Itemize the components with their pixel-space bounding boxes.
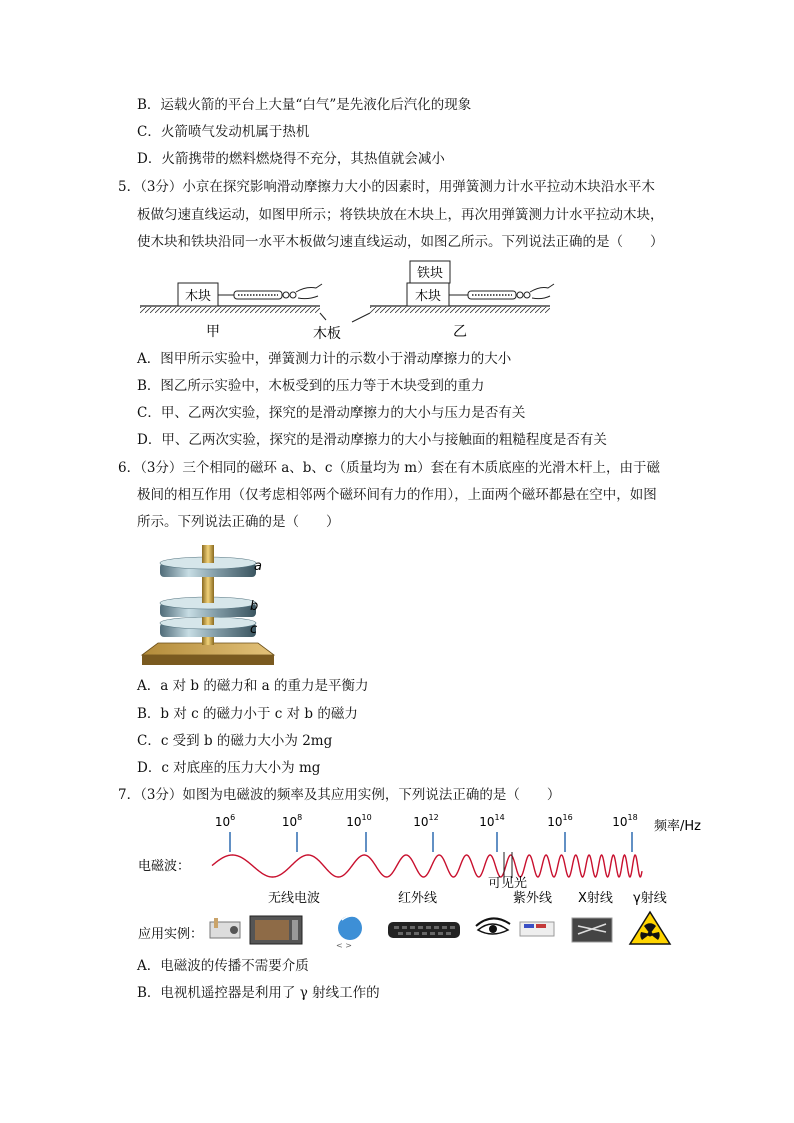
wooden-base	[142, 643, 274, 665]
q6-stem-line-3: 所示。下列说法正确的是（ ）	[137, 514, 340, 530]
q6-option-a: A．a 对 b 的磁力和 a 的重力是平衡力	[137, 678, 369, 694]
tick-1e16: $10^{16}$	[547, 813, 573, 829]
q6-option-b: B．b 对 c 的磁力小于 c 对 b 的磁力	[137, 706, 358, 722]
wood-block-label-yi: 木块	[414, 289, 442, 304]
figure-label-yi: 乙	[453, 324, 467, 340]
tick-1e6: $10^6$	[214, 813, 236, 829]
remote-control-icon	[388, 922, 460, 938]
spring-scale-yi	[449, 284, 554, 299]
tick-1e14: $10^{14}$	[479, 813, 505, 829]
q6-stem-line-2: 极间的相互作用（仅考虑相邻两个磁环间有力的作用），上面两个磁环都悬在空中，如图	[137, 487, 657, 503]
electromagnetic-spectrum-figure	[130, 808, 720, 950]
wood-block-label: 木块	[184, 289, 212, 304]
radio-icon	[210, 918, 240, 938]
ring-label-a: a	[254, 559, 262, 574]
iron-block-yi	[410, 261, 450, 283]
q4-option-d: D．火箭携带的燃料燃烧得不充分，其热值就会减小	[137, 151, 445, 167]
q7-option-b: B．电视机遥控器是利用了 γ 射线工作的	[137, 985, 380, 1001]
ring-label-b: b	[250, 599, 259, 614]
figure-label-board: 木板	[313, 326, 341, 342]
board-surface-right	[370, 306, 550, 313]
q5-stem-line-3: 使木块和铁块沿同一水平木板做匀速直线运动，如图乙所示。下列说法正确的是（ ）	[137, 234, 664, 250]
uv-sterilizer-icon	[520, 922, 554, 936]
tick-1e8: $10^8$	[281, 813, 303, 829]
hand-icon	[296, 284, 322, 299]
board-surface-left	[140, 306, 320, 313]
magnetic-rings-figure	[140, 543, 280, 668]
frequency-ticks	[215, 813, 638, 852]
q5-option-a: A．图甲所示实验中，弹簧测力计的示数小于滑动摩擦力的大小	[137, 351, 512, 367]
em-wave-curve	[212, 855, 642, 877]
satellite-signal-icon	[336, 916, 362, 950]
q6-option-c: C．c 受到 b 的磁力大小为 2mg	[137, 733, 333, 749]
band-ultraviolet-label: 紫外线	[513, 891, 553, 906]
frequency-unit-label: 频率/Hz	[654, 819, 701, 834]
ring-b	[160, 593, 259, 617]
q7-stem: 7．（3分）如图为电磁波的频率及其应用实例，下列说法正确的是（ ）	[118, 787, 561, 803]
q7-option-a: A．电磁波的传播不需要介质	[137, 958, 309, 974]
q5-option-c: C．甲、乙两次实验，探究的是滑动摩擦力的大小与压力是否有关	[137, 405, 526, 421]
band-gamma-label: γ射线	[633, 891, 667, 906]
q6-option-d: D．c 对底座的压力大小为 mg	[137, 760, 321, 776]
xray-film-icon	[572, 918, 612, 942]
ring-c	[160, 617, 256, 637]
q5-option-b: B．图乙所示实验中，木板受到的压力等于木块受到的重力	[137, 378, 485, 394]
tick-1e12: $10^{12}$	[413, 813, 439, 829]
svg-text:< >: < >	[336, 941, 352, 950]
band-radio-label: 无线电波	[268, 891, 321, 906]
iron-block-label: 铁块	[416, 266, 444, 281]
radiation-warning-icon	[630, 912, 670, 944]
ring-label-c: c	[250, 622, 258, 637]
wave-label: 电磁波：	[138, 859, 191, 874]
q5-option-d: D．甲、乙两次实验，探究的是滑动摩擦力的大小与接触面的粗糙程度是否有关	[137, 432, 607, 448]
q5-stem-line-1: 5．（3分）小京在探究影响滑动摩擦力大小的因素时，用弹簧测力计水平拉动木块沿水平木	[118, 179, 655, 195]
eye-icon	[476, 918, 510, 934]
q4-option-b: B．运载火箭的平台上大量“白气”是先液化后汽化的现象	[137, 97, 472, 113]
q5-stem-line-2: 板做匀速直线运动，如图甲所示；将铁块放在木块上，再次用弹簧测力计水平拉动木块，	[137, 207, 664, 223]
tick-1e18: $10^{18}$	[612, 813, 638, 829]
application-label: 应用实例：	[138, 927, 204, 942]
tick-1e10: $10^{10}$	[346, 813, 372, 829]
spring-scale-jia	[218, 284, 322, 299]
wood-block-yi	[407, 283, 449, 306]
wood-block-jia	[178, 283, 218, 306]
figure-label-jia: 甲	[206, 324, 220, 340]
microwave-oven-icon	[250, 916, 302, 944]
band-xray-label: X射线	[578, 891, 613, 906]
band-infrared-label: 红外线	[398, 891, 438, 906]
band-visible-label: 可见光	[488, 876, 528, 891]
friction-experiment-figure	[130, 258, 560, 348]
q6-stem-line-1: 6．（3分）三个相同的磁环 a、b、c（质量均为 m）套在有木质底座的光滑木杆上，由于磁	[118, 460, 661, 476]
q4-option-c: C．火箭喷气发动机属于热机	[137, 124, 310, 140]
hand-icon-yi	[530, 284, 554, 299]
ring-a	[160, 545, 256, 577]
